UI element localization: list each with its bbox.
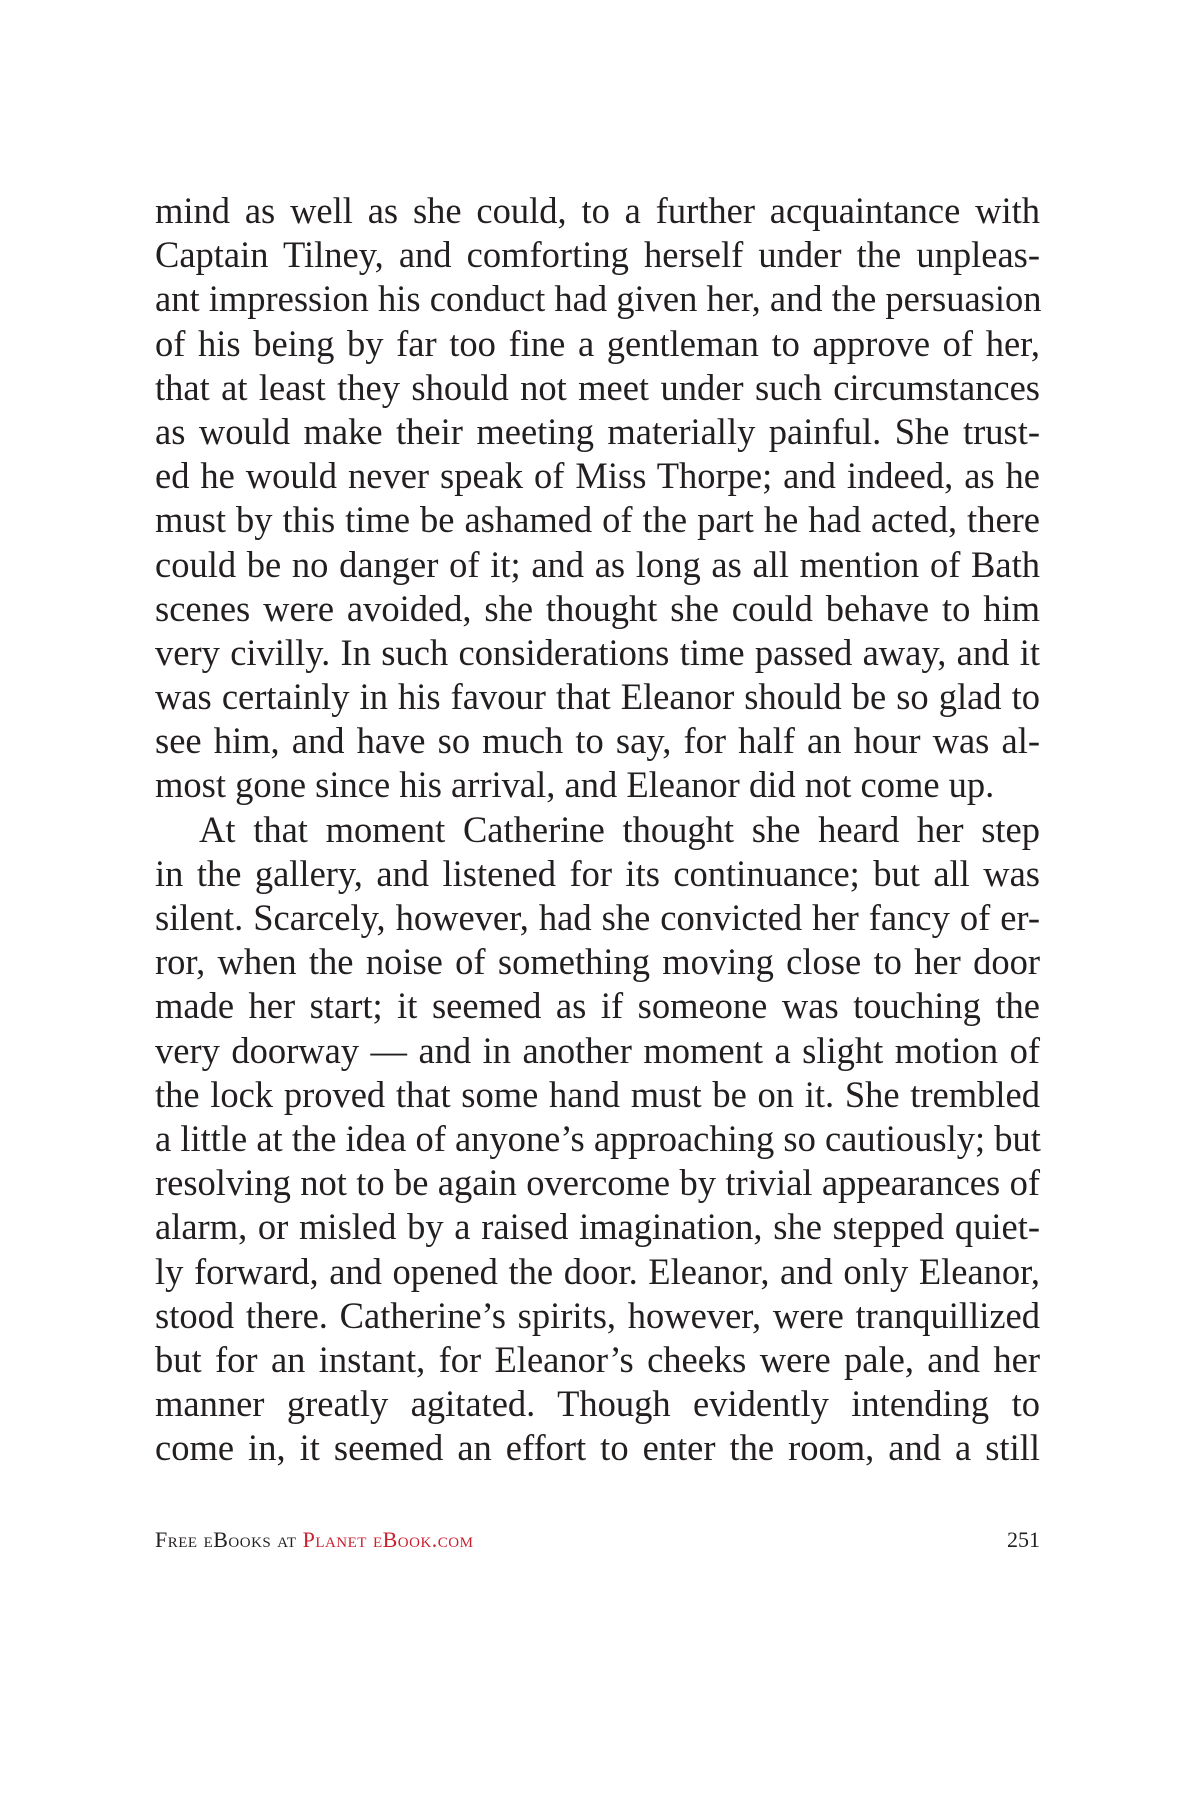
text-line: manner greatly agitated. Though evidently intending to <box>155 1383 1040 1425</box>
text-line: a little at the idea of anyone’s approaching so cautiously; but <box>155 1117 1041 1159</box>
text-line: Captain Tilney, and comforting herself under the unpleas- <box>155 234 1040 276</box>
footer-prefix: Free eBooks at <box>155 1527 303 1552</box>
text-line: most gone since his arrival, and Eleanor did not come up. <box>155 764 995 806</box>
text-line: At that moment Catherine thought she heard her step <box>199 808 1040 850</box>
book-page-text <box>155 189 1040 1470</box>
page-footer <box>155 1525 1040 1555</box>
text-line: was certainly in his favour that Eleanor should be so glad to <box>155 676 1040 718</box>
text-line: ed he would never speak of Miss Thorpe; and indeed, as he <box>155 455 1040 497</box>
text-line: mind as well as she could, to a further acquaintance with <box>155 190 1040 231</box>
paragraph <box>155 808 1040 1471</box>
text-line: resolving not to be again overcome by trivial appearances of <box>155 1162 1040 1204</box>
text-line: must by this time be ashamed of the part he had acted, there <box>155 499 1040 541</box>
text-line: silent. Scarcely, however, had she convicted her fancy of er- <box>155 897 1040 938</box>
footer-brand-link[interactable]: Planet eBook.com <box>302 1527 474 1552</box>
text-line: of his being by far too fine a gentleman to approve of her, <box>155 322 1040 364</box>
text-line: as would make their meeting materially painful. She trust- <box>155 410 1040 452</box>
paragraph <box>155 189 1040 808</box>
text-line: stood there. Catherine’s spirits, however, were tranquillized <box>155 1294 1040 1336</box>
text-line: very doorway — and in another moment a slight motion of <box>155 1029 1040 1071</box>
text-line: could be no danger of it; and as long as all mention of Bath <box>155 543 1040 585</box>
text-line: the lock proved that some hand must be on it. She trembled <box>155 1073 1040 1115</box>
page-number: 251 <box>1007 1527 1040 1552</box>
text-line: ly forward, and opened the door. Eleanor, and only Eleanor, <box>155 1250 1040 1292</box>
footer-source <box>155 1525 473 1555</box>
text-line: very civilly. In such considerations time passed away, and it <box>155 631 1040 673</box>
text-line: alarm, or misled by a raised imagination, she stepped quiet- <box>155 1206 1040 1248</box>
text-line: made her start; it seemed as if someone was touching the <box>155 985 1040 1027</box>
text-line: but for an instant, for Eleanor’s cheeks were pale, and her <box>155 1338 1040 1380</box>
text-line: ant impression his conduct had given her, and the persuasion <box>155 278 1042 320</box>
text-line: come in, it seemed an effort to enter the room, and a still <box>155 1427 1040 1469</box>
text-line: scenes were avoided, she thought she could behave to him <box>155 587 1040 629</box>
text-line: see him, and have so much to say, for half an hour was al- <box>155 720 1040 762</box>
text-line: in the gallery, and listened for its continuance; but all was <box>155 852 1040 894</box>
text-line: ror, when the noise of something moving close to her door <box>155 941 1040 983</box>
text-line: that at least they should not meet under such circumstances <box>155 366 1040 408</box>
